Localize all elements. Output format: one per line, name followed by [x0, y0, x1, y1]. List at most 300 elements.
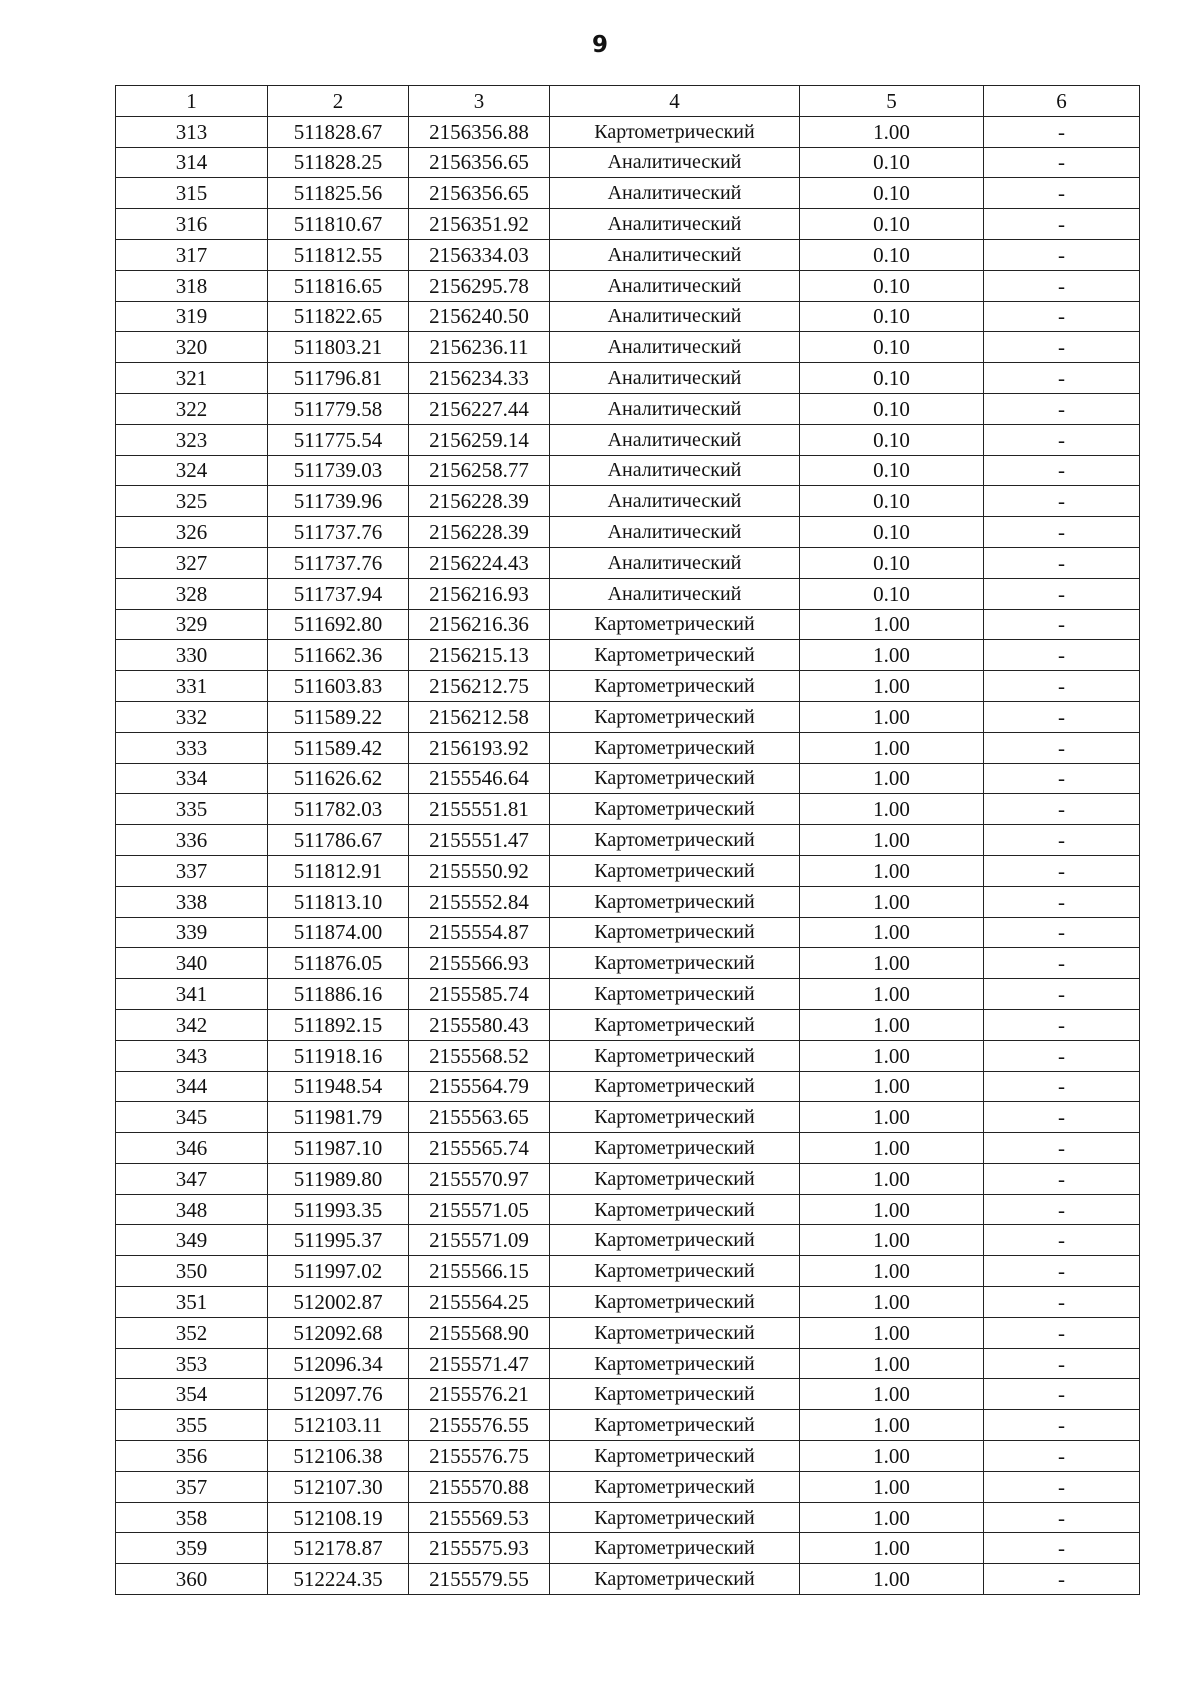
x-coordinate-cell: 511603.83 [268, 671, 409, 702]
table-row [116, 578, 1140, 609]
y-coordinate-cell: 2155571.05 [409, 1194, 550, 1225]
point-number-cell: 347 [116, 1163, 268, 1194]
point-number-cell: 324 [116, 455, 268, 486]
note-cell: - [984, 147, 1140, 178]
table-row [116, 1040, 1140, 1071]
method-cell: Картометрический [550, 1040, 800, 1071]
accuracy-cell: 1.00 [800, 1071, 984, 1102]
y-coordinate-cell: 2156234.33 [409, 363, 550, 394]
x-coordinate-cell: 511782.03 [268, 794, 409, 825]
x-coordinate-cell: 511589.42 [268, 732, 409, 763]
table-row [116, 855, 1140, 886]
table-row [116, 886, 1140, 917]
x-coordinate-cell: 511918.16 [268, 1040, 409, 1071]
point-number-cell: 315 [116, 178, 268, 209]
x-coordinate-cell: 511816.65 [268, 270, 409, 301]
y-coordinate-cell: 2156212.75 [409, 671, 550, 702]
y-coordinate-cell: 2155571.09 [409, 1225, 550, 1256]
note-cell: - [984, 270, 1140, 301]
y-coordinate-cell: 2155576.75 [409, 1441, 550, 1472]
x-coordinate-cell: 511995.37 [268, 1225, 409, 1256]
note-cell: - [984, 979, 1140, 1010]
x-coordinate-cell: 511739.96 [268, 486, 409, 517]
note-cell: - [984, 1009, 1140, 1040]
note-cell: - [984, 363, 1140, 394]
table-row [116, 609, 1140, 640]
table-row [116, 486, 1140, 517]
x-coordinate-cell: 511775.54 [268, 424, 409, 455]
y-coordinate-cell: 2155580.43 [409, 1009, 550, 1040]
method-cell: Картометрический [550, 640, 800, 671]
note-cell: - [984, 455, 1140, 486]
accuracy-cell: 1.00 [800, 948, 984, 979]
method-cell: Картометрический [550, 1071, 800, 1102]
table-row [116, 393, 1140, 424]
x-coordinate-cell: 511825.56 [268, 178, 409, 209]
accuracy-cell: 1.00 [800, 1256, 984, 1287]
table-row [116, 239, 1140, 270]
table-row [116, 732, 1140, 763]
accuracy-cell: 0.10 [800, 424, 984, 455]
point-number-cell: 326 [116, 517, 268, 548]
table-row [116, 640, 1140, 671]
method-cell: Картометрический [550, 1163, 800, 1194]
accuracy-cell: 1.00 [800, 855, 984, 886]
method-cell: Картометрический [550, 1317, 800, 1348]
point-number-cell: 351 [116, 1287, 268, 1318]
accuracy-cell: 0.10 [800, 486, 984, 517]
y-coordinate-cell: 2156334.03 [409, 239, 550, 270]
point-number-cell: 333 [116, 732, 268, 763]
method-cell: Аналитический [550, 332, 800, 363]
note-cell: - [984, 732, 1140, 763]
column-header-5: 5 [800, 86, 984, 117]
accuracy-cell: 0.10 [800, 578, 984, 609]
table-row [116, 517, 1140, 548]
page-number: 9 [591, 32, 608, 58]
column-header-1: 1 [116, 86, 268, 117]
x-coordinate-cell: 511662.36 [268, 640, 409, 671]
x-coordinate-cell: 511803.21 [268, 332, 409, 363]
x-coordinate-cell: 511737.76 [268, 517, 409, 548]
header-row [116, 86, 1140, 117]
y-coordinate-cell: 2155564.79 [409, 1071, 550, 1102]
accuracy-cell: 1.00 [800, 732, 984, 763]
accuracy-cell: 1.00 [800, 917, 984, 948]
method-cell: Аналитический [550, 547, 800, 578]
point-number-cell: 346 [116, 1133, 268, 1164]
method-cell: Картометрический [550, 794, 800, 825]
table-header [116, 86, 1140, 117]
method-cell: Аналитический [550, 301, 800, 332]
accuracy-cell: 1.00 [800, 1287, 984, 1318]
accuracy-cell: 1.00 [800, 1317, 984, 1348]
note-cell: - [984, 116, 1140, 147]
note-cell: - [984, 1502, 1140, 1533]
table-row [116, 1009, 1140, 1040]
point-number-cell: 341 [116, 979, 268, 1010]
column-header-3: 3 [409, 86, 550, 117]
accuracy-cell: 1.00 [800, 1133, 984, 1164]
column-header-4: 4 [550, 86, 800, 117]
method-cell: Аналитический [550, 578, 800, 609]
method-cell: Картометрический [550, 886, 800, 917]
note-cell: - [984, 486, 1140, 517]
point-number-cell: 360 [116, 1564, 268, 1595]
y-coordinate-cell: 2156228.39 [409, 486, 550, 517]
y-coordinate-cell: 2155568.90 [409, 1317, 550, 1348]
point-number-cell: 356 [116, 1441, 268, 1472]
point-number-cell: 348 [116, 1194, 268, 1225]
method-cell: Картометрический [550, 732, 800, 763]
point-number-cell: 329 [116, 609, 268, 640]
point-number-cell: 354 [116, 1379, 268, 1410]
method-cell: Аналитический [550, 455, 800, 486]
x-coordinate-cell: 511812.55 [268, 239, 409, 270]
accuracy-cell: 1.00 [800, 1348, 984, 1379]
accuracy-cell: 1.00 [800, 1379, 984, 1410]
point-number-cell: 330 [116, 640, 268, 671]
y-coordinate-cell: 2156356.65 [409, 178, 550, 209]
table-row [116, 825, 1140, 856]
method-cell: Картометрический [550, 948, 800, 979]
note-cell: - [984, 1441, 1140, 1472]
method-cell: Аналитический [550, 363, 800, 394]
note-cell: - [984, 1071, 1140, 1102]
x-coordinate-cell: 511737.94 [268, 578, 409, 609]
method-cell: Картометрический [550, 671, 800, 702]
y-coordinate-cell: 2155554.87 [409, 917, 550, 948]
table-row [116, 917, 1140, 948]
table-row [116, 948, 1140, 979]
y-coordinate-cell: 2156240.50 [409, 301, 550, 332]
accuracy-cell: 0.10 [800, 178, 984, 209]
y-coordinate-cell: 2156228.39 [409, 517, 550, 548]
note-cell: - [984, 1379, 1140, 1410]
note-cell: - [984, 178, 1140, 209]
accuracy-cell: 0.10 [800, 270, 984, 301]
table-row [116, 178, 1140, 209]
note-cell: - [984, 886, 1140, 917]
x-coordinate-cell: 512097.76 [268, 1379, 409, 1410]
point-number-cell: 334 [116, 763, 268, 794]
column-header-6: 6 [984, 86, 1140, 117]
x-coordinate-cell: 511892.15 [268, 1009, 409, 1040]
table-row [116, 763, 1140, 794]
y-coordinate-cell: 2155563.65 [409, 1102, 550, 1133]
method-cell: Картометрический [550, 1502, 800, 1533]
x-coordinate-cell: 511874.00 [268, 917, 409, 948]
x-coordinate-cell: 512092.68 [268, 1317, 409, 1348]
note-cell: - [984, 1533, 1140, 1564]
y-coordinate-cell: 2155575.93 [409, 1533, 550, 1564]
y-coordinate-cell: 2155570.97 [409, 1163, 550, 1194]
x-coordinate-cell: 511589.22 [268, 701, 409, 732]
method-cell: Картометрический [550, 1225, 800, 1256]
point-number-cell: 337 [116, 855, 268, 886]
point-number-cell: 317 [116, 239, 268, 270]
point-number-cell: 350 [116, 1256, 268, 1287]
method-cell: Картометрический [550, 1564, 800, 1595]
table-row [116, 1287, 1140, 1318]
accuracy-cell: 1.00 [800, 1225, 984, 1256]
method-cell: Картометрический [550, 763, 800, 794]
note-cell: - [984, 1194, 1140, 1225]
y-coordinate-cell: 2155576.21 [409, 1379, 550, 1410]
y-coordinate-cell: 2155550.92 [409, 855, 550, 886]
table-row [116, 1071, 1140, 1102]
accuracy-cell: 1.00 [800, 1163, 984, 1194]
accuracy-cell: 1.00 [800, 763, 984, 794]
point-number-cell: 322 [116, 393, 268, 424]
note-cell: - [984, 701, 1140, 732]
table-row [116, 1410, 1140, 1441]
x-coordinate-cell: 512107.30 [268, 1471, 409, 1502]
y-coordinate-cell: 2155576.55 [409, 1410, 550, 1441]
column-header-2: 2 [268, 86, 409, 117]
x-coordinate-cell: 511886.16 [268, 979, 409, 1010]
note-cell: - [984, 1317, 1140, 1348]
note-cell: - [984, 1225, 1140, 1256]
y-coordinate-cell: 2156258.77 [409, 455, 550, 486]
x-coordinate-cell: 511786.67 [268, 825, 409, 856]
table-row [116, 1256, 1140, 1287]
table-row [116, 979, 1140, 1010]
x-coordinate-cell: 511739.03 [268, 455, 409, 486]
accuracy-cell: 0.10 [800, 209, 984, 240]
note-cell: - [984, 1163, 1140, 1194]
note-cell: - [984, 239, 1140, 270]
note-cell: - [984, 763, 1140, 794]
point-number-cell: 357 [116, 1471, 268, 1502]
point-number-cell: 340 [116, 948, 268, 979]
accuracy-cell: 1.00 [800, 979, 984, 1010]
accuracy-cell: 0.10 [800, 239, 984, 270]
accuracy-cell: 0.10 [800, 363, 984, 394]
accuracy-cell: 1.00 [800, 640, 984, 671]
method-cell: Картометрический [550, 1533, 800, 1564]
point-number-cell: 352 [116, 1317, 268, 1348]
method-cell: Картометрический [550, 979, 800, 1010]
note-cell: - [984, 1348, 1140, 1379]
note-cell: - [984, 1102, 1140, 1133]
note-cell: - [984, 1256, 1140, 1287]
point-number-cell: 353 [116, 1348, 268, 1379]
point-number-cell: 316 [116, 209, 268, 240]
accuracy-cell: 1.00 [800, 1564, 984, 1595]
method-cell: Аналитический [550, 147, 800, 178]
table-row [116, 1348, 1140, 1379]
x-coordinate-cell: 511876.05 [268, 948, 409, 979]
method-cell: Картометрический [550, 1256, 800, 1287]
y-coordinate-cell: 2155566.15 [409, 1256, 550, 1287]
x-coordinate-cell: 512096.34 [268, 1348, 409, 1379]
note-cell: - [984, 332, 1140, 363]
note-cell: - [984, 825, 1140, 856]
method-cell: Аналитический [550, 270, 800, 301]
y-coordinate-cell: 2156259.14 [409, 424, 550, 455]
table-row [116, 1133, 1140, 1164]
y-coordinate-cell: 2155551.47 [409, 825, 550, 856]
note-cell: - [984, 547, 1140, 578]
method-cell: Картометрический [550, 917, 800, 948]
accuracy-cell: 0.10 [800, 332, 984, 363]
y-coordinate-cell: 2156224.43 [409, 547, 550, 578]
note-cell: - [984, 393, 1140, 424]
y-coordinate-cell: 2155565.74 [409, 1133, 550, 1164]
accuracy-cell: 1.00 [800, 701, 984, 732]
y-coordinate-cell: 2156216.93 [409, 578, 550, 609]
x-coordinate-cell: 511997.02 [268, 1256, 409, 1287]
x-coordinate-cell: 511779.58 [268, 393, 409, 424]
table-row [116, 794, 1140, 825]
table-row [116, 1502, 1140, 1533]
y-coordinate-cell: 2155571.47 [409, 1348, 550, 1379]
method-cell: Аналитический [550, 517, 800, 548]
table-row [116, 209, 1140, 240]
x-coordinate-cell: 511981.79 [268, 1102, 409, 1133]
point-number-cell: 332 [116, 701, 268, 732]
y-coordinate-cell: 2156227.44 [409, 393, 550, 424]
y-coordinate-cell: 2156356.88 [409, 116, 550, 147]
point-number-cell: 314 [116, 147, 268, 178]
y-coordinate-cell: 2155569.53 [409, 1502, 550, 1533]
x-coordinate-cell: 512224.35 [268, 1564, 409, 1595]
y-coordinate-cell: 2156215.13 [409, 640, 550, 671]
note-cell: - [984, 1040, 1140, 1071]
point-number-cell: 320 [116, 332, 268, 363]
y-coordinate-cell: 2155546.64 [409, 763, 550, 794]
table-row [116, 1225, 1140, 1256]
method-cell: Картометрический [550, 1194, 800, 1225]
note-cell: - [984, 424, 1140, 455]
accuracy-cell: 1.00 [800, 825, 984, 856]
table-row [116, 455, 1140, 486]
accuracy-cell: 1.00 [800, 1533, 984, 1564]
accuracy-cell: 1.00 [800, 1441, 984, 1472]
y-coordinate-cell: 2155551.81 [409, 794, 550, 825]
method-cell: Аналитический [550, 393, 800, 424]
point-number-cell: 358 [116, 1502, 268, 1533]
note-cell: - [984, 671, 1140, 702]
point-number-cell: 319 [116, 301, 268, 332]
table-row [116, 1471, 1140, 1502]
x-coordinate-cell: 511828.67 [268, 116, 409, 147]
note-cell: - [984, 1133, 1140, 1164]
point-number-cell: 342 [116, 1009, 268, 1040]
accuracy-cell: 1.00 [800, 671, 984, 702]
table-row [116, 1379, 1140, 1410]
point-number-cell: 344 [116, 1071, 268, 1102]
x-coordinate-cell: 511692.80 [268, 609, 409, 640]
accuracy-cell: 0.10 [800, 147, 984, 178]
accuracy-cell: 0.10 [800, 547, 984, 578]
y-coordinate-cell: 2155585.74 [409, 979, 550, 1010]
table-row [116, 363, 1140, 394]
point-number-cell: 338 [116, 886, 268, 917]
note-cell: - [984, 1287, 1140, 1318]
method-cell: Картометрический [550, 1379, 800, 1410]
point-number-cell: 313 [116, 116, 268, 147]
note-cell: - [984, 301, 1140, 332]
y-coordinate-cell: 2156356.65 [409, 147, 550, 178]
table-row [116, 332, 1140, 363]
table-row [116, 147, 1140, 178]
note-cell: - [984, 1564, 1140, 1595]
accuracy-cell: 0.10 [800, 517, 984, 548]
accuracy-cell: 0.10 [800, 393, 984, 424]
method-cell: Картометрический [550, 1471, 800, 1502]
table-row [116, 547, 1140, 578]
y-coordinate-cell: 2155568.52 [409, 1040, 550, 1071]
table-row [116, 1564, 1140, 1595]
y-coordinate-cell: 2155570.88 [409, 1471, 550, 1502]
point-number-cell: 328 [116, 578, 268, 609]
method-cell: Картометрический [550, 609, 800, 640]
accuracy-cell: 1.00 [800, 1194, 984, 1225]
x-coordinate-cell: 511989.80 [268, 1163, 409, 1194]
y-coordinate-cell: 2155564.25 [409, 1287, 550, 1318]
x-coordinate-cell: 511822.65 [268, 301, 409, 332]
note-cell: - [984, 855, 1140, 886]
point-number-cell: 327 [116, 547, 268, 578]
y-coordinate-cell: 2156216.36 [409, 609, 550, 640]
point-number-cell: 321 [116, 363, 268, 394]
x-coordinate-cell: 511987.10 [268, 1133, 409, 1164]
method-cell: Картометрический [550, 701, 800, 732]
y-coordinate-cell: 2155566.93 [409, 948, 550, 979]
accuracy-cell: 1.00 [800, 886, 984, 917]
x-coordinate-cell: 511810.67 [268, 209, 409, 240]
y-coordinate-cell: 2156236.11 [409, 332, 550, 363]
point-number-cell: 359 [116, 1533, 268, 1564]
method-cell: Картометрический [550, 1009, 800, 1040]
accuracy-cell: 1.00 [800, 1471, 984, 1502]
note-cell: - [984, 609, 1140, 640]
point-number-cell: 349 [116, 1225, 268, 1256]
x-coordinate-cell: 512108.19 [268, 1502, 409, 1533]
x-coordinate-cell: 512103.11 [268, 1410, 409, 1441]
accuracy-cell: 1.00 [800, 1410, 984, 1441]
y-coordinate-cell: 2156295.78 [409, 270, 550, 301]
table-body [116, 116, 1140, 1594]
table-row [116, 270, 1140, 301]
note-cell: - [984, 917, 1140, 948]
x-coordinate-cell: 511948.54 [268, 1071, 409, 1102]
method-cell: Картометрический [550, 1287, 800, 1318]
note-cell: - [984, 209, 1140, 240]
point-number-cell: 355 [116, 1410, 268, 1441]
table-row [116, 424, 1140, 455]
x-coordinate-cell: 511796.81 [268, 363, 409, 394]
point-number-cell: 331 [116, 671, 268, 702]
accuracy-cell: 1.00 [800, 609, 984, 640]
point-number-cell: 323 [116, 424, 268, 455]
x-coordinate-cell: 511737.76 [268, 547, 409, 578]
table-row [116, 1317, 1140, 1348]
method-cell: Картометрический [550, 855, 800, 886]
table-row [116, 701, 1140, 732]
note-cell: - [984, 640, 1140, 671]
note-cell: - [984, 1410, 1140, 1441]
y-coordinate-cell: 2155552.84 [409, 886, 550, 917]
x-coordinate-cell: 511813.10 [268, 886, 409, 917]
x-coordinate-cell: 512002.87 [268, 1287, 409, 1318]
point-number-cell: 345 [116, 1102, 268, 1133]
point-number-cell: 336 [116, 825, 268, 856]
point-number-cell: 339 [116, 917, 268, 948]
x-coordinate-cell: 511626.62 [268, 763, 409, 794]
